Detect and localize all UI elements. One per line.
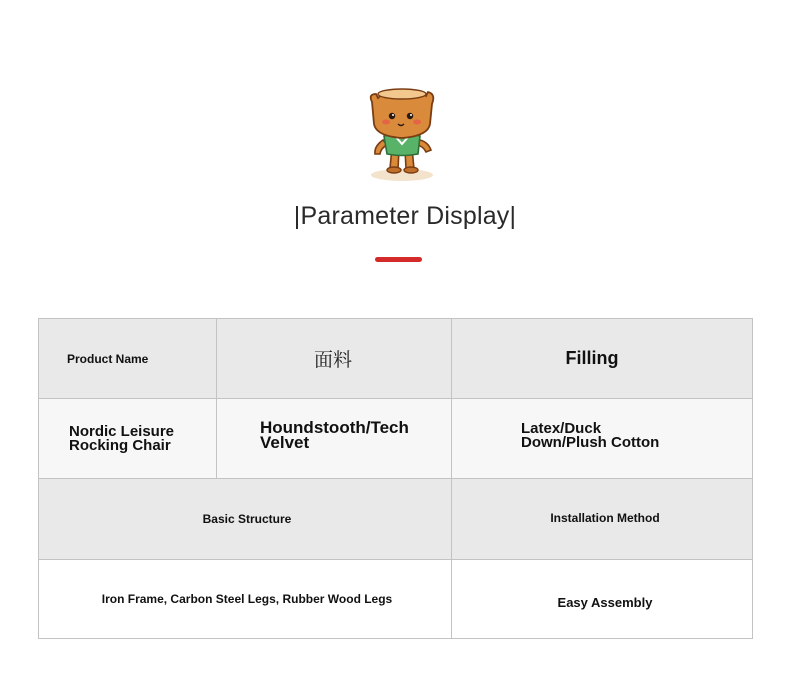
table-cell <box>39 319 217 399</box>
table-cell <box>217 319 452 399</box>
table-cell <box>452 319 753 399</box>
parameter-table <box>38 318 753 639</box>
product-name-header: Product Name <box>67 351 149 366</box>
table-row <box>39 479 753 560</box>
table-cell <box>217 399 452 479</box>
basic-structure-header: Basic Structure <box>202 512 292 526</box>
table-cell <box>452 560 753 639</box>
table-cell <box>452 399 753 479</box>
table-row <box>39 319 753 399</box>
table-row <box>39 399 753 479</box>
table-cell <box>39 560 452 639</box>
page-title: |Parameter Display| <box>293 202 517 230</box>
table-cell <box>39 479 452 560</box>
installation-method-header: Installation Method <box>550 511 660 525</box>
table-cell <box>39 399 217 479</box>
basic-structure-value: Iron Frame, Carbon Steel Legs, Rubber Wood Legs <box>101 592 393 606</box>
fabric-header: 面料 <box>313 350 352 371</box>
title-underline <box>375 257 422 262</box>
filling-header: Filling <box>565 348 619 368</box>
wooden-stump-mascot-icon <box>362 84 442 182</box>
product-name-value: Nordic Leisure Rocking Chair <box>69 422 175 454</box>
fabric-value: Houndstooth/Tech Velvet <box>260 417 409 452</box>
table-row <box>39 560 753 639</box>
table-cell <box>452 479 753 560</box>
filling-value: Latex/Duck Down/Plush Cotton <box>521 419 660 451</box>
installation-method-value: Easy Assembly <box>557 594 653 610</box>
